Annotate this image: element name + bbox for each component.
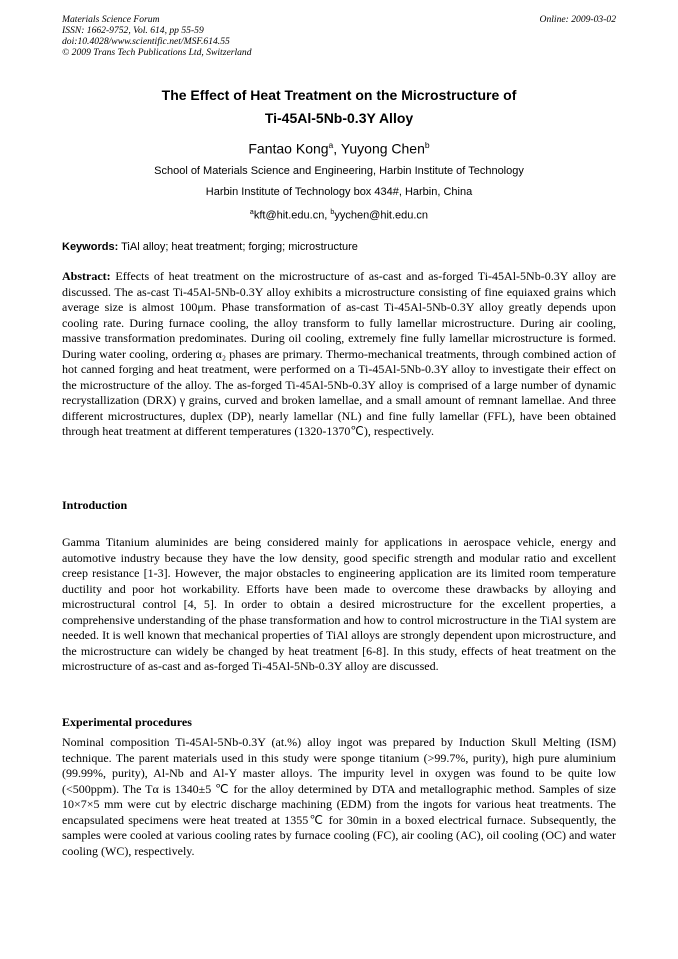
copyright-line: © 2009 Trans Tech Publications Ltd, Switzerland [62, 47, 252, 58]
introduction-paragraph: Gamma Titanium aluminides are being considered mainly for applications in aerospace vehicle, energy and automotive industry because they have the low density, good specific strength and modular ratio and excellent creep resistance [1-3]. However, the major obstacles to engineering application are its limited room temperature ductility and poor hot workability. Efforts have been made to overcome these drawbacks by alloying and microstructural control [4, 5]. In order to obtain a desired microstructure for the excellent properties, a comprehensive understanding of the phase transformation and how to control microstructure in the TiAl system are needed. It is well known that mechanical properties of TiAl alloys are strongly dependent upon microstructure, and the microstructure can widely be changed by heat treatment [6-8]. In this study, effects of heat treatment on the microstructure of as-cast and as-forged Ti-45Al-5Nb-0.3Y alloy are discussed. [62, 535, 616, 673]
doi-line: doi:10.4028/www.scientific.net/MSF.614.55 [62, 36, 230, 47]
email-a-sup: a [249, 209, 254, 216]
title-line-1: The Effect of Heat Treatment on the Microstructure of [161, 87, 517, 103]
keywords-text: TiAl alloy; heat treatment; forging; microstructure [118, 241, 358, 253]
experimental-paragraph: Nominal composition Ti-45Al-5Nb-0.3Y (at.%) alloy ingot was prepared by Induction Skull Melting (ISM) technique. The parent materials used in this study were sponge titanium (>99.7%, purity), high pure aluminium (99.99%, purity), Al-Nb and Al-Y master alloys. The impurity level in oxygen was found to be quite low (<500ppm). The Tα is 1340±5 ℃ for the alloy determined by DTA and metallographic method. Samples of size 10×7×5 mm were cut by electric discharge machining (EDM) from the ingots for various heat treatments. The encapsulated specimens were heat treated at 1355℃ for 30min in a boxed electrical furnace. Subsequently, the samples were cooled at various cooling rates by furnace cooling (FC), air cooling (AC), oil cooling (OC) and water cooling (WC), respectively. [62, 735, 616, 858]
experimental-heading: Experimental procedures [62, 715, 192, 729]
author-2: Yuyong Chen [340, 140, 425, 157]
author-emails [62, 206, 616, 223]
affiliation-2: Harbin Institute of Technology box 434#, Harbin, China [205, 186, 473, 198]
introduction-heading: Introduction [62, 498, 128, 512]
journal-name: Materials Science Forum [62, 14, 160, 25]
email-b[interactable]: yychen@hit.edu.cn [334, 209, 429, 222]
issn-line: ISSN: 1662-9752, Vol. 614, pp 55-59 [62, 25, 204, 36]
author-1: Fantao Kong [248, 140, 329, 157]
keywords-line [62, 240, 616, 254]
abstract-paragraph [62, 269, 616, 440]
author-separator: , [333, 140, 341, 157]
affiliation-1: School of Materials Science and Engineering, Harbin Institute of Technology [154, 165, 524, 177]
abstract-text: Effects of heat treatment on the microstructure of as-cast and as-forged Ti-45Al-5Nb-0.3Y alloy are discussed. The as-cast Ti-45Al-5Nb-0.3Y alloy exhibits a microstructure consisting of fine equiaxed grains which average size is almost 100μm. Phase transformation of as-cast Ti-45Al-5Nb-0.3Y alloy greatly depends upon cooling rate. During furnace cooling, the alloy transform to fully lamellar microstructure. During air cooling, massive transformation predominates. During oil cooling, extremely fine fully lamellar microstructure is formed. During water cooling, ordering α₂ phases are primary. Thermo-mechanical treatments, through combined action of hot canned forging and heat treatment, were performed on a Ti-45Al-5Nb-0.3Y alloy to investigate their effect on the microstructure of the alloy. The as-forged Ti-45Al-5Nb-0.3Y alloy is comprised of a large number of dynamic recrystallization (DRX) γ grains, curved and broken lamellae, and a small amount of remnant lamellae. And three different microstructures, duplex (DP), nearly lamellar (NL) and fine fully lamellar (FFL), have been obtained through heat treatment at different temperatures (1320-1370℃), respectively. [62, 269, 616, 438]
author-1-sup: a [328, 140, 334, 150]
email-a[interactable]: kft@hit.edu.cn, [253, 209, 331, 222]
abstract-label: Abstract: [62, 269, 111, 283]
journal-header [62, 14, 616, 58]
online-date: Online: 2009-03-02 [539, 14, 616, 25]
paper-title [62, 84, 616, 130]
author-2-sup: b [424, 140, 430, 150]
title-line-2: Ti-45Al-5Nb-0.3Y Alloy [264, 110, 414, 126]
email-b-sup: b [330, 209, 335, 216]
author-line [62, 136, 616, 158]
keywords-label: Keywords: [62, 241, 119, 253]
